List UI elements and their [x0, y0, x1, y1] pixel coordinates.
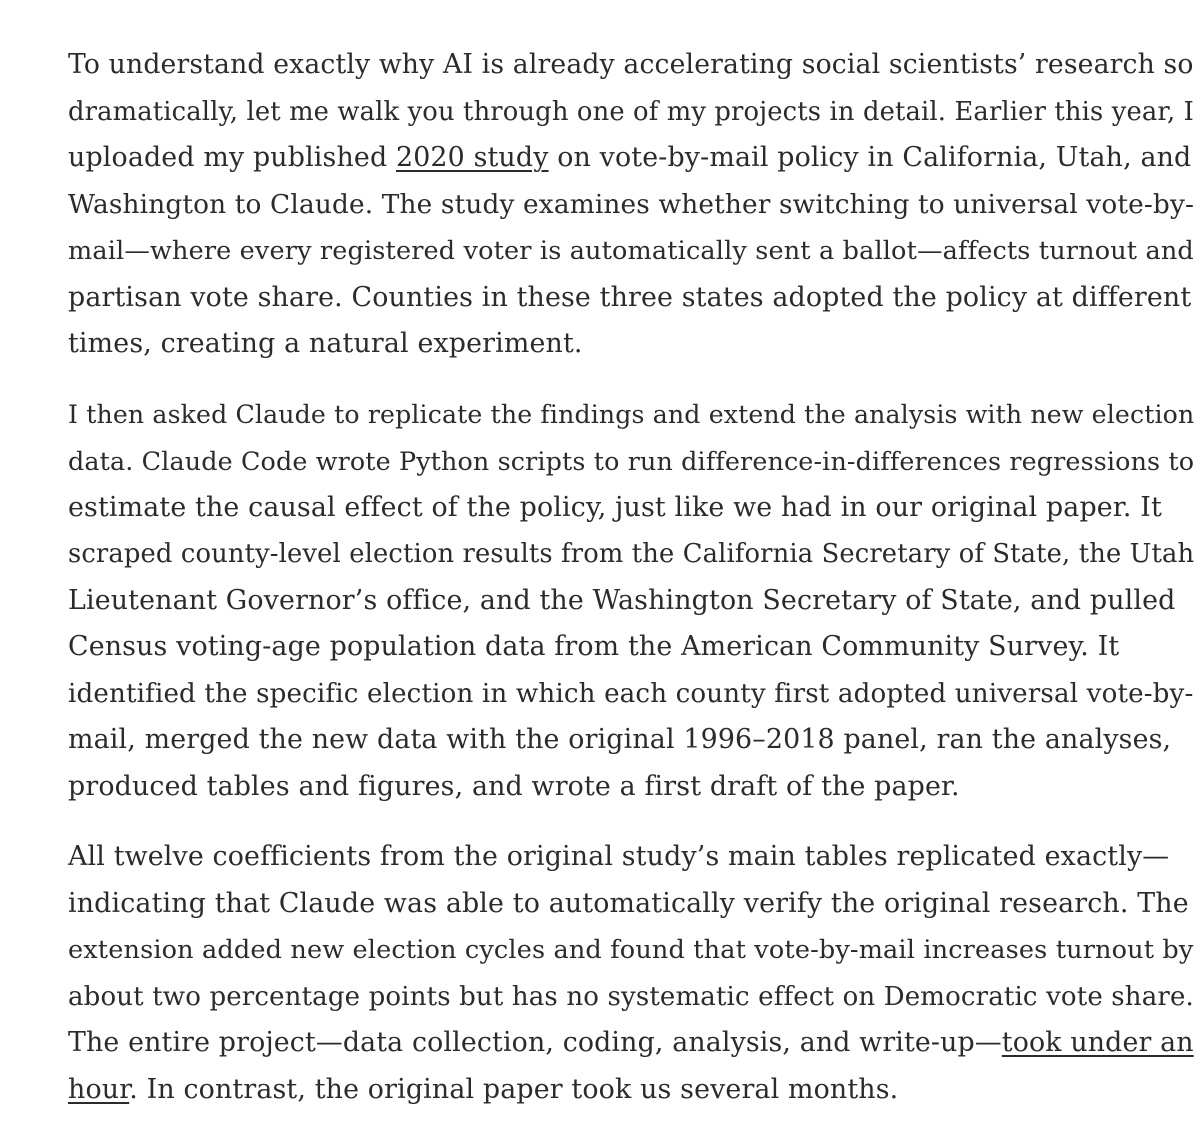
text-run: on vote-by-mail policy in California, Utah, and: [548, 142, 1192, 173]
text-line: [68, 182, 1200, 229]
text-run: uploaded my published: [68, 142, 396, 173]
inline-link[interactable]: hour: [68, 1073, 130, 1105]
text-line: [68, 89, 1200, 136]
text-run: Washington to Claude. The study examines whether switching to universal vote-by-: [68, 189, 1195, 220]
text-run: produced tables and figures, and wrote a first draft of the paper.: [68, 770, 960, 802]
inline-link[interactable]: took under an: [1001, 1027, 1194, 1058]
text-run: The entire project—data collection, coding, analysis, and write-up—: [68, 1027, 1002, 1058]
text-line: [68, 881, 1200, 928]
text-run: estimate the causal effect of the policy, just like we had in our original paper. It: [68, 491, 1162, 523]
inline-link[interactable]: 2020 study: [395, 142, 549, 173]
text-line: [68, 438, 1200, 485]
text-line: [68, 974, 1200, 1021]
text-run: To understand exactly why AI is already accelerating social scientists’ research so: [68, 49, 1194, 80]
text-run: scraped county-level election results from the California Secretary of State, the Utah: [68, 539, 1195, 569]
text-run: All twelve coefficients from the original study’s main tables replicated exactly—: [68, 841, 1170, 872]
text-run: indicating that Claude was able to automatically verify the original research. The: [68, 887, 1189, 919]
text-run: identified the specific election in which each county first adopted universal vote-by-: [68, 678, 1194, 709]
text-line: [68, 578, 1200, 625]
text-line: [68, 764, 1200, 811]
text-line: [68, 531, 1200, 578]
paragraph-1: [68, 42, 1200, 368]
text-run: about two percentage points but has no systematic effect on Democratic vote share.: [68, 981, 1194, 1012]
text-line: [68, 485, 1200, 532]
text-run: partisan vote share. Counties in these three states adopted the policy at different: [68, 281, 1192, 313]
text-line: [68, 671, 1200, 718]
paragraph-2: [68, 392, 1200, 811]
text-run: Lieutenant Governor’s office, and the Washington Secretary of State, and pulled: [68, 584, 1176, 616]
text-run: extension added new election cycles and found that vote-by-mail increases turnout by: [68, 935, 1194, 965]
text-run: times, creating a natural experiment.: [68, 328, 583, 359]
text-line: [68, 392, 1200, 439]
text-run: I then asked Claude to replicate the findings and extend the analysis with new election: [68, 399, 1195, 429]
text-line: [68, 927, 1200, 974]
text-run: . In contrast, the original paper took us several months.: [129, 1073, 899, 1105]
text-run: Census voting-age population data from the American Community Survey. It: [68, 631, 1120, 662]
text-line: [68, 834, 1200, 881]
text-line: [68, 717, 1200, 764]
text-run: data. Claude Code wrote Python scripts to run difference-in-differences regressions to: [68, 446, 1195, 476]
text-line: [68, 135, 1200, 182]
text-run: dramatically, let me walk you through one of my projects in detail. Earlier this year, I: [68, 96, 1194, 127]
text-line: [68, 275, 1200, 322]
text-line: [68, 228, 1200, 275]
text-run: mail, merged the new data with the original 1996–2018 panel, ran the analyses,: [68, 724, 1172, 755]
paragraph-3: [68, 834, 1200, 1113]
text-line: [68, 321, 1200, 368]
text-run: mail—where every registered voter is automatically sent a ballot—affects turnout and: [68, 236, 1194, 266]
text-line: [68, 624, 1200, 671]
text-line: [68, 42, 1200, 89]
text-line: [68, 1067, 1200, 1114]
text-line: [68, 1020, 1200, 1067]
